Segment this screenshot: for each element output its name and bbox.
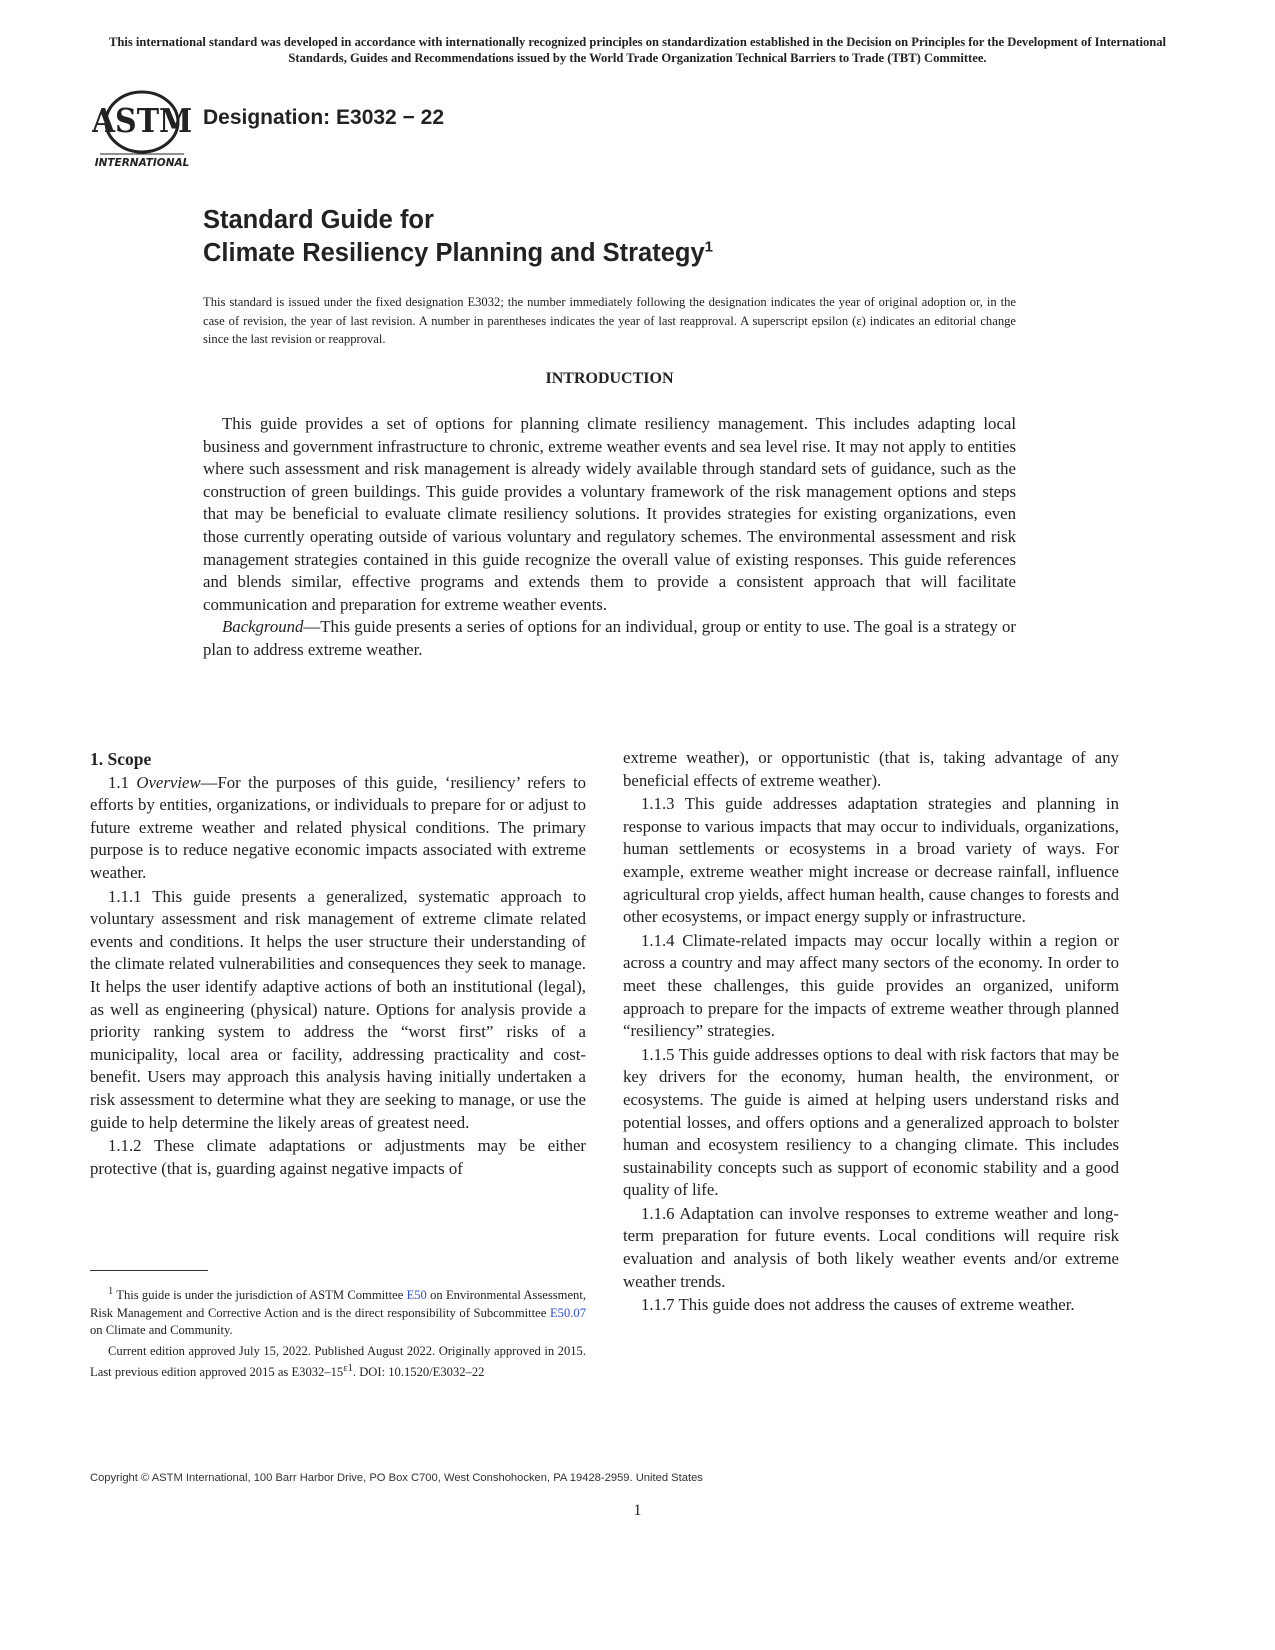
title-line-2-text: Climate Resiliency Planning and Strategy <box>203 239 705 267</box>
issue-note: This standard is issued under the fixed designation E3032; the number immediately following the designation indicates the year of original adoption or, in the case of revision, the year of last revision. A number in parentheses indicates the year of last reapproval. A superscript epsilon (ε) indicates an editorial change since the last revision or reapproval. <box>203 295 1016 346</box>
footnotes <box>90 1283 586 1385</box>
paragraph-1-1-3: 1.1.3 This guide addresses adaptation strategies and planning in response to various impacts that may occur to individuals, organizations, human settlements or ecosystems in a broad variety of ways. For example, extreme weather might increase or decrease rainfall, influence agricultural crop yields, affect human health, cause changes to forests and other ecosystems, or impact energy supply or infrastructure. <box>623 794 1119 927</box>
background-text: —This guide presents a series of options for an individual, group or entity to use. The goal is a strategy or plan to address extreme weather. <box>203 617 1016 659</box>
title-footnote-mark: 1 <box>704 238 713 256</box>
footnote-1-text-c: on Climate and Community. <box>90 1323 233 1338</box>
logo-letters: ASTM <box>92 101 192 141</box>
paragraph-1-1 <box>90 772 586 885</box>
copyright-notice: Copyright © ASTM International, 100 Barr Harbor Drive, PO Box C700, West Conshohocken, PA 19428-2959. United States <box>90 1472 703 1484</box>
footnote-1-text-a: This guide is under the jurisdiction of ASTM Committee <box>113 1288 407 1303</box>
title-line-2 <box>203 237 713 270</box>
paragraph-1-1-6: 1.1.6 Adaptation can involve responses to extreme weather and long-term preparation for future events. Local conditions will require risk evaluation and analysis of both likely weather events and/or extreme weather trends. <box>623 1203 1119 1291</box>
left-column <box>90 748 586 1181</box>
paragraph-1-1-2-end: extreme weather), or opportunistic (that is, taking advantage of any beneficial effects of extreme weather). <box>623 748 1119 790</box>
paragraph-1-1-5: 1.1.5 This guide addresses options to deal with risk factors that may be key drivers for the economy, human health, the environment, or ecosystems. The guide is aimed at helping users understand risks and potential losses, and offers options and a generalized approach to bolster human and ecosystem resiliency to a changing climate. This includes sustainability concepts such as support of economic stability and a good quality of life. <box>623 1044 1119 1200</box>
section-heading-scope: 1. Scope <box>90 749 152 769</box>
introduction-heading: INTRODUCTION <box>545 370 674 387</box>
paragraph-1-1-number: 1.1 <box>108 772 137 792</box>
paragraph-1-1-text: —For the purposes of this guide, ‘resiliency’ refers to efforts by entities, organizations, or individuals to prepare for or adjust to future extreme weather and related physical conditions. The primary purpose is to reduce negative economic impacts associated with extreme weather. <box>90 772 587 882</box>
committee-e50-link[interactable]: E50 <box>406 1288 427 1303</box>
paragraph-1-1-label: Overview <box>136 772 201 792</box>
footnote-edition-epsilon: ε1 <box>343 1363 353 1375</box>
wto-notice: This international standard was developed in accordance with internationally recognized principles on standardization established in the Decision on Principles for the Development of International Standards, Guides and Recommendations issued by the World Trade Organization Technical Barriers to Trade (TBT) Committee. <box>108 35 1167 65</box>
logo-subtext: INTERNATIONAL <box>94 157 190 169</box>
footnote-edition <box>90 1343 586 1382</box>
page-number: 1 <box>633 1502 642 1519</box>
footnote-edition-text-a: Current edition approved July 15, 2022. Published August 2022. Originally approved in 2015. Last previous edition approved 2015 as E3032–15 <box>90 1343 586 1380</box>
footnote-divider <box>90 1270 208 1271</box>
background-paragraph <box>203 616 1016 661</box>
astm-logo <box>92 86 192 170</box>
footnote-1-text-b: on Environmental Assessment, Risk Management and Corrective Action and is the direct responsibility of Subcommittee <box>90 1288 586 1320</box>
paragraph-1-1-1: 1.1.1 This guide presents a generalized, systematic approach to voluntary assessment and risk management of extreme climate related events and conditions. It helps the user structure their understanding of the climate related vulnerabilities and consequences they seek to manage. It helps the user identify adaptive actions of both an institutional (legal), as well as engineering (physical) nature. Options for analysis provide a priority ranking system to address the “worst first” risks of a municipality, local area or facility, addressing practicality and cost-benefit. Users may approach this analysis having initially undertaken a risk assessment to determine what they are seeking to manage, or use the guide to help determine the likely areas of greatest need. <box>90 886 586 1132</box>
title-line-1: Standard Guide for <box>203 206 434 234</box>
subcommittee-e50-07-link[interactable]: E50.07 <box>549 1305 586 1320</box>
introduction-paragraph: This guide provides a set of options for planning climate resiliency management. This includes adapting local business and government infrastructure to chronic, extreme weather events and sea level rise. It may not apply to entities where such assessment and risk management is already widely available through standard sets of guidance, such as the construction of green buildings. This guide provides a voluntary framework of the risk management options and steps that may be beneficial to evaluate climate resiliency solutions. It provides strategies for existing organizations, even those currently operating outside of various voluntary and regulatory schemes. The environmental assessment and risk management strategies contained in this guide recognize the overall value of existing responses. This guide references and blends similar, effective programs and extends them to provide a consistent approach that will facilitate communication and preparation for extreme weather events. <box>203 414 1016 614</box>
background-label: Background <box>222 617 304 637</box>
document-title <box>203 204 713 270</box>
paragraph-1-1-4: 1.1.4 Climate-related impacts may occur locally within a region or across a country and may affect many sectors of the economy. In order to meet these challenges, this guide provides an organized, uniform approach to prepare for the impacts of extreme weather through planned “resiliency” strategies. <box>623 930 1119 1041</box>
right-column <box>623 747 1119 1318</box>
footnote-edition-text-b: . DOI: 10.1520/E3032–22 <box>352 1365 485 1380</box>
footnote-1-mark: 1 <box>108 1286 114 1297</box>
paragraph-1-1-2-start: 1.1.2 These climate adaptations or adjustments may be either protective (that is, guarding against negative impacts of <box>90 1136 586 1178</box>
paragraph-1-1-7: 1.1.7 This guide does not address the causes of extreme weather. <box>641 1295 1075 1315</box>
designation: Designation: E3032 − 22 <box>203 106 445 129</box>
introduction-body <box>203 413 1016 662</box>
footnote-1 <box>90 1283 586 1340</box>
